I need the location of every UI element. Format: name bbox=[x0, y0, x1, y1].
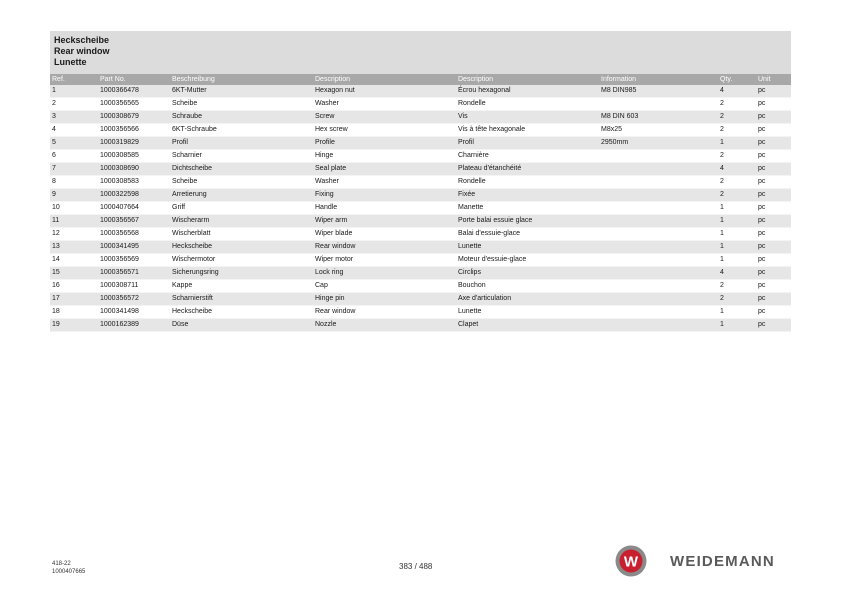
table-row bbox=[50, 241, 791, 254]
cell-beschreibung: Wischerarm bbox=[170, 215, 313, 228]
cell-ref: 13 bbox=[50, 241, 98, 254]
brand-name: WEIDEMANN bbox=[670, 553, 775, 570]
document-code bbox=[52, 560, 85, 576]
cell-information bbox=[599, 267, 718, 280]
cell-ref: 12 bbox=[50, 228, 98, 241]
cell-qty: 4 bbox=[718, 163, 756, 176]
cell-description-fr: Vis bbox=[456, 111, 599, 124]
cell-description-en: Fixing bbox=[313, 189, 456, 202]
cell-qty: 1 bbox=[718, 137, 756, 150]
cell-ref: 14 bbox=[50, 254, 98, 267]
cell-unit: pc bbox=[756, 150, 791, 163]
cell-unit: pc bbox=[756, 85, 791, 98]
col-header-part-no: Part No. bbox=[98, 74, 170, 85]
cell-unit: pc bbox=[756, 254, 791, 267]
cell-beschreibung: Griff bbox=[170, 202, 313, 215]
cell-information bbox=[599, 189, 718, 202]
cell-part-no: 1000356566 bbox=[98, 124, 170, 137]
cell-unit: pc bbox=[756, 306, 791, 319]
cell-description-fr: Rondelle bbox=[456, 98, 599, 111]
cell-part-no: 1000356571 bbox=[98, 267, 170, 280]
table-row bbox=[50, 85, 791, 98]
cell-unit: pc bbox=[756, 98, 791, 111]
cell-information bbox=[599, 319, 718, 332]
cell-description-fr: Charnière bbox=[456, 150, 599, 163]
cell-ref: 17 bbox=[50, 293, 98, 306]
cell-beschreibung: Sicherungsring bbox=[170, 267, 313, 280]
cell-part-no: 1000319829 bbox=[98, 137, 170, 150]
cell-ref: 3 bbox=[50, 111, 98, 124]
cell-ref: 9 bbox=[50, 189, 98, 202]
cell-unit: pc bbox=[756, 111, 791, 124]
cell-part-no: 1000356568 bbox=[98, 228, 170, 241]
cell-information bbox=[599, 215, 718, 228]
cell-description-fr: Rondelle bbox=[456, 176, 599, 189]
cell-description-fr: Axe d'articulation bbox=[456, 293, 599, 306]
cell-information bbox=[599, 228, 718, 241]
cell-information bbox=[599, 280, 718, 293]
cell-description-en: Washer bbox=[313, 98, 456, 111]
table-row bbox=[50, 98, 791, 111]
cell-information bbox=[599, 150, 718, 163]
cell-description-en: Handle bbox=[313, 202, 456, 215]
cell-information bbox=[599, 306, 718, 319]
cell-beschreibung: Schraube bbox=[170, 111, 313, 124]
cell-qty: 4 bbox=[718, 85, 756, 98]
table-row bbox=[50, 215, 791, 228]
cell-qty: 2 bbox=[718, 150, 756, 163]
cell-description-en: Hexagon nut bbox=[313, 85, 456, 98]
cell-beschreibung: Scheibe bbox=[170, 98, 313, 111]
cell-information bbox=[599, 163, 718, 176]
section-title-block bbox=[50, 31, 791, 74]
cell-description-fr: Porte balai essuie glace bbox=[456, 215, 599, 228]
page-number: 383 / 488 bbox=[399, 562, 433, 571]
document-code-line-1: 418-22 bbox=[52, 561, 71, 567]
cell-unit: pc bbox=[756, 176, 791, 189]
col-header-information: Information bbox=[599, 74, 718, 85]
cell-part-no: 1000356565 bbox=[98, 98, 170, 111]
cell-qty: 2 bbox=[718, 111, 756, 124]
cell-ref: 4 bbox=[50, 124, 98, 137]
cell-part-no: 1000341495 bbox=[98, 241, 170, 254]
cell-qty: 4 bbox=[718, 267, 756, 280]
cell-qty: 1 bbox=[718, 319, 756, 332]
cell-ref: 15 bbox=[50, 267, 98, 280]
cell-beschreibung: Wischerblatt bbox=[170, 228, 313, 241]
cell-information bbox=[599, 254, 718, 267]
cell-description-en: Nozzle bbox=[313, 319, 456, 332]
cell-unit: pc bbox=[756, 280, 791, 293]
cell-information: M8 DIN 603 bbox=[599, 111, 718, 124]
cell-part-no: 1000356569 bbox=[98, 254, 170, 267]
col-header-beschreibung: Beschreibung bbox=[170, 74, 313, 85]
cell-unit: pc bbox=[756, 163, 791, 176]
cell-information bbox=[599, 293, 718, 306]
table-row bbox=[50, 228, 791, 241]
cell-unit: pc bbox=[756, 215, 791, 228]
cell-ref: 18 bbox=[50, 306, 98, 319]
cell-description-fr: Plateau d'étanchéité bbox=[456, 163, 599, 176]
cell-description-fr: Clapet bbox=[456, 319, 599, 332]
table-row bbox=[50, 306, 791, 319]
title-english: Rear window bbox=[54, 46, 110, 56]
title-german: Heckscheibe bbox=[54, 35, 110, 45]
logo-letter: W bbox=[623, 553, 639, 571]
cell-description-en: Wiper blade bbox=[313, 228, 456, 241]
col-header-ref: Ref. bbox=[50, 74, 98, 85]
cell-description-fr: Profil bbox=[456, 137, 599, 150]
cell-description-fr: Lunette bbox=[456, 241, 599, 254]
cell-qty: 2 bbox=[718, 293, 756, 306]
table-row bbox=[50, 176, 791, 189]
cell-unit: pc bbox=[756, 293, 791, 306]
cell-part-no: 1000407664 bbox=[98, 202, 170, 215]
cell-ref: 7 bbox=[50, 163, 98, 176]
cell-qty: 1 bbox=[718, 241, 756, 254]
table-row bbox=[50, 254, 791, 267]
cell-unit: pc bbox=[756, 228, 791, 241]
cell-part-no: 1000162389 bbox=[98, 319, 170, 332]
cell-description-en: Wiper arm bbox=[313, 215, 456, 228]
table-row bbox=[50, 163, 791, 176]
cell-description-fr: Moteur d'essuie-glace bbox=[456, 254, 599, 267]
cell-part-no: 1000341498 bbox=[98, 306, 170, 319]
cell-description-fr: Lunette bbox=[456, 306, 599, 319]
cell-beschreibung: Düse bbox=[170, 319, 313, 332]
cell-unit: pc bbox=[756, 202, 791, 215]
cell-beschreibung: 6KT-Mutter bbox=[170, 85, 313, 98]
cell-part-no: 1000308711 bbox=[98, 280, 170, 293]
cell-unit: pc bbox=[756, 124, 791, 137]
table-header-row bbox=[50, 74, 791, 85]
cell-description-en: Wiper motor bbox=[313, 254, 456, 267]
cell-qty: 2 bbox=[718, 176, 756, 189]
table-row bbox=[50, 124, 791, 137]
cell-qty: 1 bbox=[718, 254, 756, 267]
cell-beschreibung: 6KT-Schraube bbox=[170, 124, 313, 137]
cell-description-fr: Bouchon bbox=[456, 280, 599, 293]
cell-description-en: Profile bbox=[313, 137, 456, 150]
cell-description-fr: Écrou hexagonal bbox=[456, 85, 599, 98]
cell-information: 2950mm bbox=[599, 137, 718, 150]
cell-description-en: Seal plate bbox=[313, 163, 456, 176]
cell-description-en: Rear window bbox=[313, 241, 456, 254]
cell-qty: 2 bbox=[718, 189, 756, 202]
cell-description-en: Hinge pin bbox=[313, 293, 456, 306]
cell-description-en: Hinge bbox=[313, 150, 456, 163]
cell-unit: pc bbox=[756, 319, 791, 332]
cell-description-fr: Fixée bbox=[456, 189, 599, 202]
cell-qty: 1 bbox=[718, 306, 756, 319]
cell-ref: 8 bbox=[50, 176, 98, 189]
cell-part-no: 1000366478 bbox=[98, 85, 170, 98]
cell-qty: 1 bbox=[718, 215, 756, 228]
cell-part-no: 1000308690 bbox=[98, 163, 170, 176]
cell-information: M8 DIN985 bbox=[599, 85, 718, 98]
cell-part-no: 1000322598 bbox=[98, 189, 170, 202]
col-header-description-fr: Description bbox=[456, 74, 599, 85]
document-code-line-2: 1000407665 bbox=[52, 569, 86, 575]
cell-qty: 1 bbox=[718, 202, 756, 215]
table-row bbox=[50, 293, 791, 306]
cell-ref: 16 bbox=[50, 280, 98, 293]
cell-beschreibung: Dichtscheibe bbox=[170, 163, 313, 176]
col-header-description-en: Description bbox=[313, 74, 456, 85]
cell-qty: 2 bbox=[718, 98, 756, 111]
cell-beschreibung: Profil bbox=[170, 137, 313, 150]
cell-part-no: 1000356572 bbox=[98, 293, 170, 306]
cell-unit: pc bbox=[756, 189, 791, 202]
cell-beschreibung: Wischermotor bbox=[170, 254, 313, 267]
parts-table bbox=[50, 74, 791, 332]
cell-information: M8x25 bbox=[599, 124, 718, 137]
title-french: Lunette bbox=[54, 57, 87, 67]
cell-description-en: Screw bbox=[313, 111, 456, 124]
weidemann-logo-icon bbox=[615, 545, 647, 577]
cell-qty: 2 bbox=[718, 124, 756, 137]
parts-table-body bbox=[50, 85, 791, 332]
cell-information bbox=[599, 241, 718, 254]
cell-qty: 1 bbox=[718, 228, 756, 241]
cell-beschreibung: Arretierung bbox=[170, 189, 313, 202]
table-row bbox=[50, 202, 791, 215]
cell-unit: pc bbox=[756, 241, 791, 254]
table-row bbox=[50, 111, 791, 124]
cell-ref: 1 bbox=[50, 85, 98, 98]
cell-unit: pc bbox=[756, 267, 791, 280]
cell-description-fr: Vis à tête hexagonale bbox=[456, 124, 599, 137]
cell-part-no: 1000356567 bbox=[98, 215, 170, 228]
cell-qty: 2 bbox=[718, 280, 756, 293]
cell-beschreibung: Scheibe bbox=[170, 176, 313, 189]
cell-beschreibung: Scharnier bbox=[170, 150, 313, 163]
cell-ref: 6 bbox=[50, 150, 98, 163]
cell-ref: 5 bbox=[50, 137, 98, 150]
cell-ref: 19 bbox=[50, 319, 98, 332]
col-header-unit: Unit bbox=[756, 74, 791, 85]
cell-beschreibung: Scharnierstift bbox=[170, 293, 313, 306]
cell-description-fr: Manette bbox=[456, 202, 599, 215]
table-row bbox=[50, 280, 791, 293]
cell-information bbox=[599, 98, 718, 111]
cell-beschreibung: Heckscheibe bbox=[170, 241, 313, 254]
cell-information bbox=[599, 176, 718, 189]
cell-description-en: Hex screw bbox=[313, 124, 456, 137]
cell-description-fr: Balai d'essuie-glace bbox=[456, 228, 599, 241]
table-row bbox=[50, 267, 791, 280]
cell-ref: 11 bbox=[50, 215, 98, 228]
cell-beschreibung: Heckscheibe bbox=[170, 306, 313, 319]
cell-description-en: Washer bbox=[313, 176, 456, 189]
cell-information bbox=[599, 202, 718, 215]
cell-description-en: Rear window bbox=[313, 306, 456, 319]
cell-ref: 10 bbox=[50, 202, 98, 215]
cell-part-no: 1000308585 bbox=[98, 150, 170, 163]
cell-description-fr: Circlips bbox=[456, 267, 599, 280]
col-header-qty: Qty. bbox=[718, 74, 756, 85]
cell-unit: pc bbox=[756, 137, 791, 150]
cell-part-no: 1000308679 bbox=[98, 111, 170, 124]
table-row bbox=[50, 319, 791, 332]
cell-description-en: Lock ring bbox=[313, 267, 456, 280]
cell-part-no: 1000308583 bbox=[98, 176, 170, 189]
cell-ref: 2 bbox=[50, 98, 98, 111]
table-row bbox=[50, 189, 791, 202]
table-row bbox=[50, 137, 791, 150]
cell-beschreibung: Kappe bbox=[170, 280, 313, 293]
table-row bbox=[50, 150, 791, 163]
cell-description-en: Cap bbox=[313, 280, 456, 293]
